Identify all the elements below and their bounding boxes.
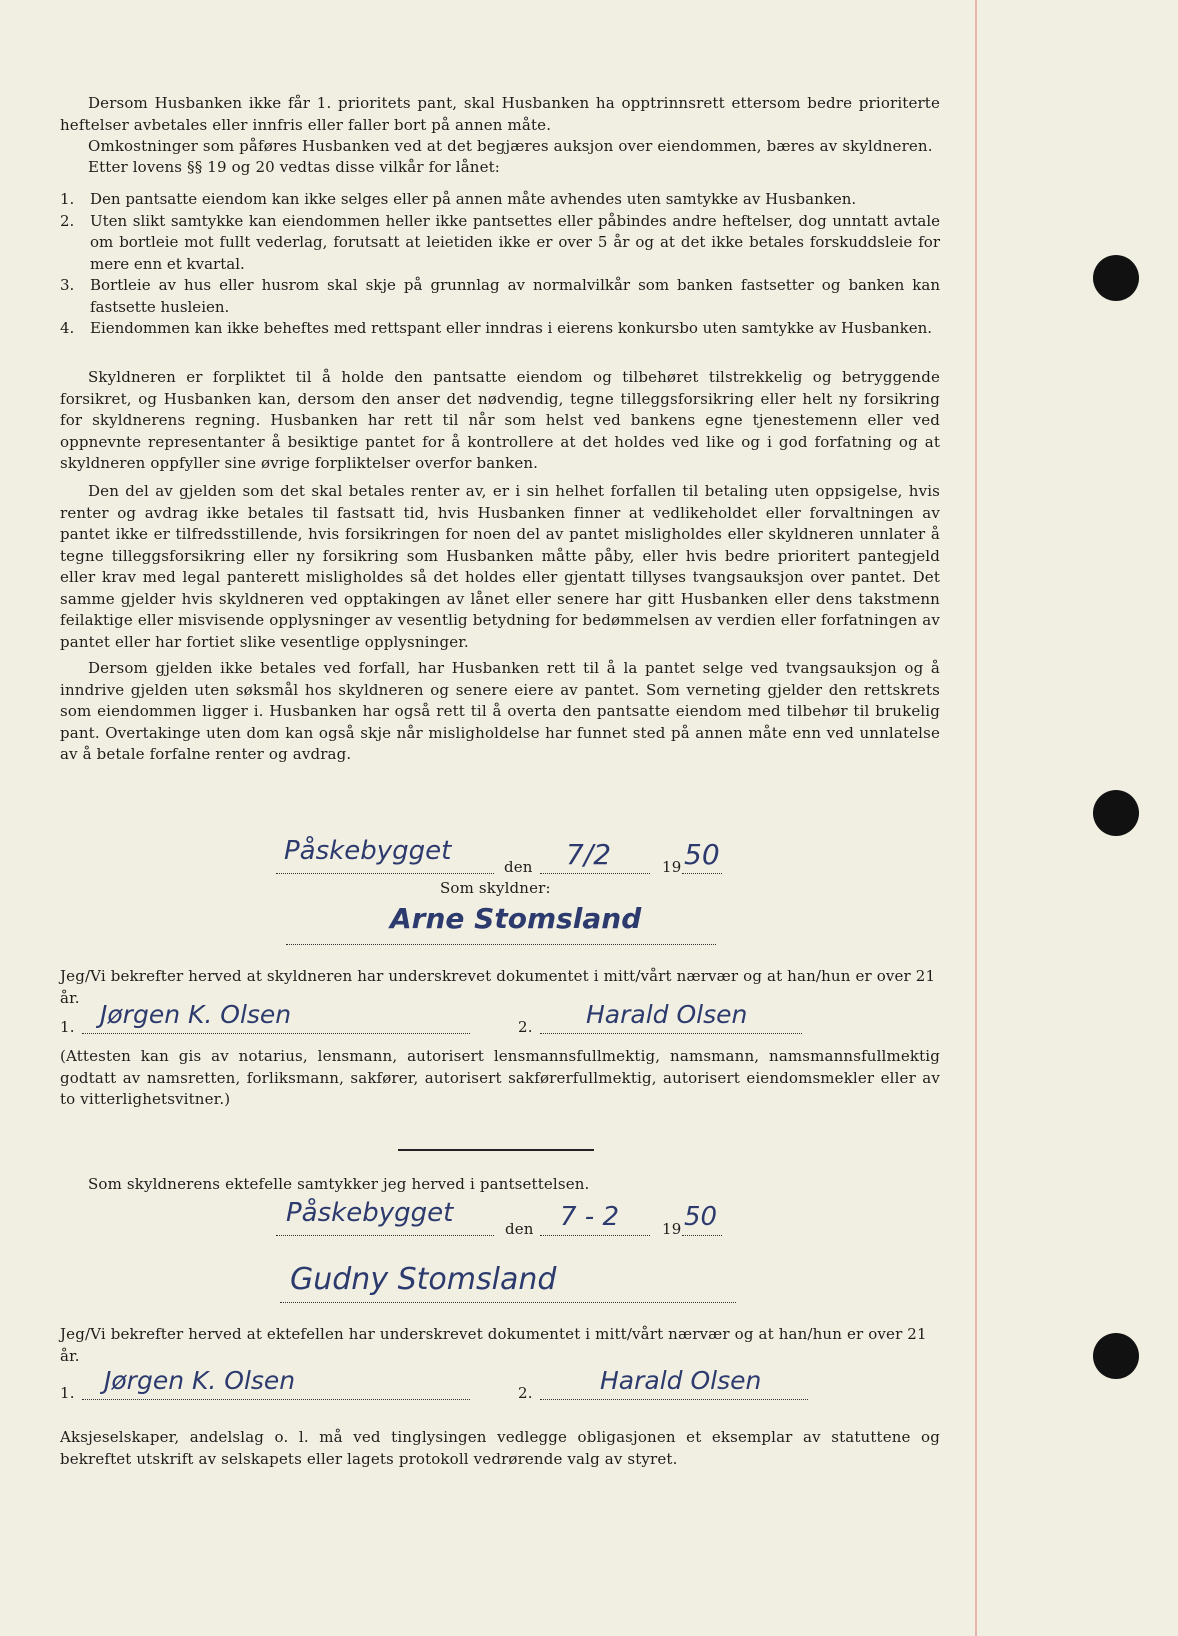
witness-2-signature: Harald Olsen bbox=[586, 1000, 748, 1029]
witness-1-signature-2: Jørgen K. Olsen bbox=[104, 1366, 296, 1395]
year-handwritten-2: 50 bbox=[684, 1202, 718, 1232]
section-divider bbox=[398, 1149, 594, 1151]
list-item: 2. Uten slikt samtykke kan eiendommen heller ikke pantsettes eller påbindes andre heftelser, dog unntatt avtale om bortleie mot fullt vederlag, forutsatt at leietiden ikke er over 5 år og at det ikke betales forskuddsleie for mere enn et kvartal. bbox=[60, 211, 940, 273]
punch-hole bbox=[1093, 790, 1139, 836]
paragraph-conditions-intro: Etter lovens §§ 19 og 20 vedtas disse vilkår for lånet: bbox=[88, 158, 501, 176]
signature-line bbox=[280, 1302, 736, 1303]
witness-2-number: 2. bbox=[518, 1018, 533, 1036]
conditions-list bbox=[60, 189, 940, 340]
den-label-2: den bbox=[505, 1220, 534, 1238]
paragraph-enforcement: Dersom gjelden ikke betales ved forfall, har Husbanken rett til å la pantet selge ved tvangsauksjon og å inndrive gjelden uten søksmål hos skyldneren og senere eiere av pantet. Som verneting gjelder den rettskrets som eiendommen ligger i. Husbanken har også rett til å overta den pantsatte eiendom med tilbehør til brukelig pant. Overtakinge uten dom kan også skje når misligholdelse har funnet sted på annen måte enn ved unnlatelse av å betale forfalne renter og avdrag. bbox=[60, 659, 940, 763]
footer-note: Aksjeselskaper, andelslag o. l. må ved tinglysingen vedlegge obligasjonen et eksemplar av statuttene og bekreftet utskrift av selskapets eller lagets protokoll vedrørende valg av styret. bbox=[60, 1428, 940, 1468]
red-margin-line bbox=[975, 0, 977, 1636]
dotted-line bbox=[276, 873, 494, 874]
list-item: 1. Den pantsatte eiendom kan ikke selges eller på annen måte avhendes uten samtykke av Husbanken. bbox=[60, 190, 857, 208]
signature-line bbox=[286, 944, 716, 945]
list-item: 3. Bortleie av hus eller husrom skal skje på grunnlag av normalvilkår som banken fastsetter og banken kan fastsette husleien. bbox=[60, 276, 940, 316]
punch-hole bbox=[1093, 1333, 1139, 1379]
dotted-line bbox=[540, 1235, 650, 1236]
spouse-consent: Som skyldnerens ektefelle samtykker jeg herved i pantsettelsen. bbox=[88, 1175, 590, 1193]
signature-line bbox=[540, 1399, 808, 1400]
year-handwritten: 50 bbox=[684, 838, 720, 871]
year-prefix-2: 19 bbox=[662, 1220, 682, 1238]
signature-line bbox=[82, 1399, 470, 1400]
witness-1-number-2: 1. bbox=[60, 1384, 75, 1402]
punch-hole bbox=[1093, 255, 1139, 301]
dotted-line bbox=[682, 1235, 722, 1236]
paragraph-insurance: Skyldneren er forpliktet til å holde den pantsatte eiendom og tilbehøret tilstrekkelig og betryggende forsikret, og Husbanken kan, dersom den anser det nødvendig, tegne tilleggsforsikring eller helt ny forsikring for skyldnerens regning. Husbanken har rett til når som helst ved bankens egne tjenestemenn eller ved oppnevnte representanter å besiktige pantet for å kontrollere at det holdes ved like og i god forfatning og at skyldneren oppfyller sine øvrige forpliktelser overfor banken. bbox=[60, 368, 940, 472]
date-handwritten: 7/2 bbox=[566, 838, 612, 871]
dotted-line bbox=[682, 873, 722, 874]
year-prefix: 19 bbox=[662, 858, 682, 876]
paragraph-priority: Dersom Husbanken ikke får 1. prioritets pant, skal Husbanken ha opptrinnsrett ettersom bedre prioriterte heftelser avbetales eller innfris eller faller bort på annen måte. bbox=[60, 94, 940, 134]
spouse-witness-confirmation: Jeg/Vi bekrefter herved at ektefellen har underskrevet dokumentet i mitt/vårt nærvær og at han/hun er over 21 år. bbox=[60, 1325, 927, 1365]
witness-2-signature-2: Harald Olsen bbox=[600, 1366, 762, 1395]
debtor-label: Som skyldner: bbox=[440, 879, 551, 897]
place-handwritten-2: Påskebygget bbox=[286, 1198, 454, 1228]
list-item: 4. Eiendommen kan ikke beheftes med rettspant eller inndras i eierens konkursbo uten samtykke av Husbanken. bbox=[60, 319, 933, 337]
paragraph-costs: Omkostninger som påføres Husbanken ved at det begjæres auksjon over eiendommen, bæres av skyldneren. bbox=[88, 137, 933, 155]
place-handwritten: Påskebygget bbox=[284, 836, 452, 866]
spouse-signature: Gudny Stomsland bbox=[290, 1262, 557, 1297]
signature-line bbox=[540, 1033, 802, 1034]
den-label: den bbox=[504, 858, 533, 876]
witness-1-signature: Jørgen K. Olsen bbox=[100, 1000, 292, 1029]
attestation-note: (Attesten kan gis av notarius, lensmann, autorisert lensmannsfullmektig, namsmann, namsmannsfullmektig godtatt av namsretten, forliksmann, sakfører, autorisert sakførerfullmektig, autorisert eiendomsmekler eller av to vitterlighetsvitner.) bbox=[60, 1047, 940, 1108]
debtor-signature: Arne Stomsland bbox=[390, 902, 642, 935]
witness-1-number: 1. bbox=[60, 1018, 75, 1036]
witness-confirmation: Jeg/Vi bekrefter herved at skyldneren har underskrevet dokumentet i mitt/vårt nærvær og at han/hun er over 21 år. bbox=[60, 967, 936, 1007]
paragraph-default: Den del av gjelden som det skal betales renter av, er i sin helhet forfallen til betaling uten oppsigelse, hvis renter og avdrag ikke betales til fastsatt tid, hvis Husbanken finner at vedlikeholdet eller forvaltningen av pantet ikke er tilfredsstillende, hvis forsikringen for noen del av pantet misligholdes eller skyldneren unnlater å tegne tilleggsforsikring eller ny forsikring som Husbanken måtte påby, eller hvis bedre prioritert pantegjeld eller krav med legal panterett misligholdes så det holdes eller gjentatt tillyses tvangsauksjon over pantet. Det samme gjelder hvis skyldneren ved opptakingen av lånet eller senere har gitt Husbanken eller dens takstmenn feilaktige eller misvisende opplysninger av vesentlig betydning for bedømmelsen av verdien eller forfatningen av pantet eller har fortiet slike vesentlige opplysninger. bbox=[60, 482, 940, 651]
dotted-line bbox=[276, 1235, 494, 1236]
signature-line bbox=[82, 1033, 470, 1034]
date-handwritten-2: 7 - 2 bbox=[560, 1202, 619, 1232]
witness-2-number-2: 2. bbox=[518, 1384, 533, 1402]
dotted-line bbox=[540, 873, 650, 874]
